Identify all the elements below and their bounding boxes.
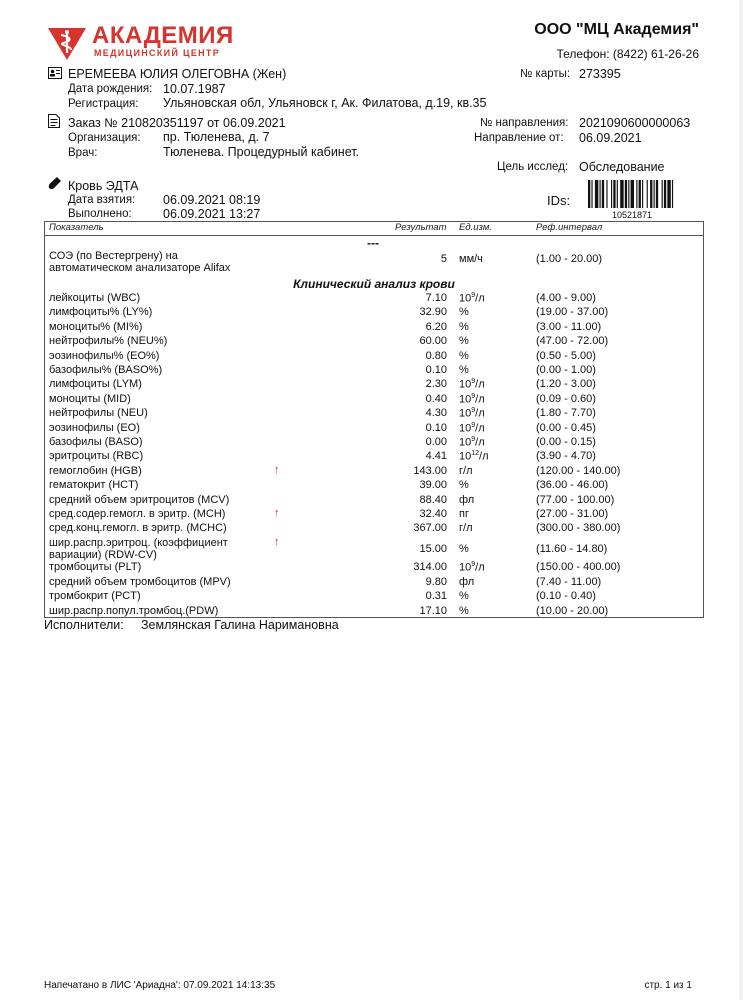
barcode-bar [625,180,627,208]
row-unit [459,590,469,602]
row-name: моноциты (MID) [49,392,131,405]
unit-tail: /л [475,407,485,420]
unit-base: 10 [459,407,472,420]
row-unit [459,561,485,574]
row-result: 0.80 [425,349,447,362]
barcode-bar [667,180,670,208]
unit-exponent: 9 [471,436,476,443]
row-result: 0.00 [425,436,447,448]
row-result: 7.10 [425,292,447,304]
doctor-label: Врач: [68,147,98,159]
row-name: эозинофилы% (EO%) [49,349,160,362]
unit-exponent: 9 [471,292,476,299]
logo-subtitle: МЕДИЦИНСКИЙ ЦЕНТР [94,48,221,58]
high-flag-arrow-icon: ↑ [274,535,280,548]
row-name: средний объем эритроцитов (MCV) [49,493,230,506]
row-result: 39.00 [419,479,447,492]
row-ref: (0.09 - 0.60) [536,392,596,405]
document-icon [48,114,60,128]
barcode-bar [606,180,607,208]
row-unit [459,378,485,391]
row-ref: (77.00 - 100.00) [536,493,615,506]
esr-name-line2: автоматическом анализаторе Alifax [49,262,231,274]
high-flag-arrow-icon: ↑ [274,463,280,476]
ids-label: IDs: [547,193,571,208]
row-name: шир.распр.эритроц. (коэффициент [49,536,228,549]
purpose-value: Обследование [579,160,665,174]
unit-tail: /л [475,393,485,406]
barcode-bar [631,180,634,208]
org-name: ООО "МЦ Академия" [534,21,699,38]
row-unit [459,605,469,617]
row-ref: (300.00 - 380.00) [536,522,621,535]
row-ref: (1.20 - 3.00) [536,378,596,391]
esr-unit: мм/ч [459,253,483,265]
unit-base: % [459,335,469,348]
row-unit [459,321,469,333]
row-name: шир.распр.попул.тромбоц.(PDW) [49,604,219,617]
organization-value: пр. Тюленева, д. 7 [163,130,270,144]
barcode-bar [642,180,643,208]
row-ref: (0.50 - 5.00) [536,349,596,362]
row-ref: (0.00 - 0.45) [536,421,596,434]
row-result: 6.20 [425,320,447,333]
order-title: Заказ № 210820351197 от 06.09.2021 [68,116,286,130]
row-result: 4.30 [425,407,447,420]
unit-base: % [459,364,469,376]
row-result: 0.10 [425,364,447,376]
barcode-bar [600,180,601,208]
row-unit [459,465,473,477]
page-number: стр. 1 из 1 [644,980,692,991]
barcode-bar [613,180,615,208]
row-result: 0.40 [425,392,447,405]
clinic-logo [46,22,246,62]
card-number-label: № карты: [520,68,571,80]
organization-label: Организация: [68,132,141,144]
unit-exponent: 9 [471,421,476,429]
taken-date-value: 06.09.2021 08:19 [163,193,261,207]
unit-tail: /л [475,422,485,435]
row-unit [459,576,474,588]
unit-base: 10 [459,292,472,305]
patient-name: ЕРЕМЕЕВА ЮЛИЯ ОЛЕГОВНА (Жен) [68,67,287,81]
row-result: 32.90 [419,306,447,319]
row-ref: (0.10 - 0.40) [536,590,596,603]
referral-from-label: Направление от: [474,132,564,144]
unit-tail: /л [475,379,485,392]
printed-footer: Напечатано в ЛИС 'Ариадна': 07.09.2021 14:13:35 [44,980,276,991]
row-ref: (4.00 - 9.00) [536,292,596,304]
row-result: 60.00 [419,335,447,348]
row-name: гематокрит (HCT) [49,479,139,492]
row-ref: (10.00 - 20.00) [536,604,609,617]
row-name: лимфоциты (LYM) [49,378,142,391]
barcode-bar [628,180,629,208]
barcode-bar [654,180,655,208]
row-ref: (150.00 - 400.00) [536,561,621,574]
row-unit [459,335,469,347]
unit-tail: /л [479,451,489,464]
row-unit [459,350,469,362]
row-result: 143.00 [413,464,447,477]
row-name: лейкоциты (WBC) [49,292,141,304]
unit-exponent: 9 [471,378,476,386]
unit-base: % [459,604,469,617]
barcode-bar [595,180,598,208]
row-name: гемоглобин (HGB) [49,464,142,477]
org-phone: Телефон: (8422) 61-26-26 [556,47,699,61]
sample-type: Кровь ЭДТА [68,179,139,193]
high-flag-arrow-icon: ↑ [274,507,280,519]
row-name: моноциты% (MI%) [49,320,143,333]
row-name: сред.конц.гемогл. в эритр. (MCHC) [49,522,227,535]
row-result: 314.00 [413,561,447,574]
barcode-bar [602,180,604,208]
unit-base: г/л [459,464,473,477]
performers-label: Исполнители: [44,618,124,632]
row-name: лимфоциты% (LY%) [49,306,153,319]
header-ref: Реф.интервал [536,222,603,233]
referral-number-label: № направления: [480,117,569,129]
unit-base: фл [459,575,475,588]
row-name: средний объем тромбоцитов (MPV) [49,575,231,588]
row-result: 17.10 [419,604,447,617]
unit-base: пг [459,508,469,520]
row-unit [459,393,485,406]
esr-ref: (1.00 - 20.00) [536,253,603,265]
separator-dashes: --- [367,236,379,250]
unit-base: % [459,349,469,362]
row-unit [459,543,469,555]
row-name: базофилы (BASO) [49,436,143,448]
row-name-line2: вариации) (RDW-CV) [49,548,157,561]
esr-name-line1: СОЭ (по Вестергрену) на [49,250,178,262]
unit-base: % [459,590,469,603]
row-unit [459,522,473,534]
row-name: нейтрофилы% (NEU%) [49,335,168,348]
unit-base: 10 [459,561,472,574]
row-result: 32.40 [419,508,447,520]
row-name: эозинофилы (EO) [49,421,140,434]
performers-value: Землянская Галина Наримановна [141,618,339,632]
header-name: Показатель [49,222,104,233]
unit-base: 10 [459,393,472,406]
completed-date-label: Выполнено: [68,208,132,220]
referral-number-value: 2021090600000063 [579,116,691,130]
barcode-bar [650,180,652,208]
barcode-bar [639,180,641,208]
barcode-bar [647,180,648,208]
row-unit [459,436,485,449]
taken-date-label: Дата взятия: [68,194,136,206]
row-unit [459,422,485,435]
row-result: 367.00 [413,522,447,535]
unit-base: 10 [459,436,472,449]
row-result: 4.41 [425,450,447,463]
barcode-bar [656,180,658,208]
registration-label: Регистрация: [68,98,139,110]
unit-base: % [459,306,469,319]
row-result: 15.00 [419,542,447,555]
row-unit [459,479,469,491]
row-unit [459,292,485,305]
barcode-bar [620,180,623,208]
row-name: нейтрофилы (NEU) [49,407,148,420]
unit-base: 10 [459,422,472,435]
row-ref: (11.60 - 14.80) [536,542,608,555]
unit-base: % [459,542,469,555]
section-title: Клинический анализ крови [293,277,455,291]
row-unit [459,450,489,463]
row-result: 9.80 [425,575,447,588]
barcode-bar [617,180,618,208]
logo-title: АКАДЕМИЯ [92,22,234,49]
row-unit [459,306,469,318]
unit-exponent: 9 [471,392,476,400]
row-name: сред.содер.гемогл. в эритр. (MCH) [49,508,226,520]
completed-date-value: 06.09.2021 13:27 [163,207,261,221]
unit-base: % [459,320,469,333]
unit-exponent: 9 [471,407,476,415]
row-ref: (36.00 - 46.00) [536,479,609,492]
results-table [44,221,704,618]
caduceus-emblem-icon [46,22,88,62]
row-name: тромбоциты (PLT) [49,561,142,574]
row-ref: (7.40 - 11.00) [536,575,602,588]
unit-exponent: 12 [471,450,480,458]
barcode-bar [591,180,592,208]
barcode-bar [662,180,663,208]
barcode-bar [664,180,666,208]
row-ref: (0.00 - 1.00) [536,364,596,376]
row-name: базофилы% (BASO%) [49,364,163,376]
row-result: 0.10 [425,421,447,434]
row-ref: (0.00 - 0.15) [536,436,596,448]
barcode-bar [672,180,673,208]
barcode-bar [636,180,637,208]
test-tube-icon [48,176,62,190]
barcode-icon [588,180,706,208]
row-result: 0.31 [425,590,447,603]
row-ref: (3.00 - 11.00) [536,320,602,333]
unit-tail: /л [475,436,485,449]
row-ref: (1.80 - 7.70) [536,407,596,420]
page-edge [739,0,743,1000]
row-unit [459,508,469,520]
row-unit [459,364,469,376]
row-ref: (3.90 - 4.70) [536,450,596,463]
unit-tail: /л [475,561,485,574]
row-unit [459,407,485,420]
row-ref: (27.00 - 31.00) [536,508,609,520]
barcode-bar [588,180,590,208]
barcode-bar [611,180,612,208]
unit-tail: /л [475,292,485,305]
purpose-label: Цель исслед: [497,161,569,173]
doctor-value: Тюленева. Процедурный кабинет. [163,145,360,159]
row-result: 88.40 [419,493,447,506]
unit-base: фл [459,493,475,506]
registration-value: Ульяновская обл, Ульяновск г, Ак. Филатова, д.19, кв.35 [163,96,487,110]
row-ref: (120.00 - 140.00) [536,464,621,477]
unit-base: г/л [459,522,473,535]
row-name: эритроциты (RBC) [49,450,144,463]
unit-base: 10 [459,379,472,392]
row-result: 2.30 [425,378,447,391]
row-unit [459,494,474,506]
dob-value: 10.07.1987 [163,82,226,96]
unit-exponent: 9 [471,561,476,569]
header-result: Результат [395,222,447,233]
card-number-value: 273395 [579,67,621,81]
dob-label: Дата рождения: [68,83,153,95]
row-ref: (47.00 - 72.00) [536,335,609,348]
referral-from-value: 06.09.2021 [579,131,642,145]
esr-result: 5 [440,253,447,265]
header-unit: Ед.изм. [459,222,492,233]
table-header [45,222,703,236]
barcode-number: 10521871 [612,210,653,220]
row-ref: (19.00 - 37.00) [536,306,609,319]
unit-base: % [459,479,469,492]
unit-base: 10 [459,451,472,464]
id-card-icon [48,67,62,79]
row-name: тромбокрит (PCT) [49,590,141,603]
